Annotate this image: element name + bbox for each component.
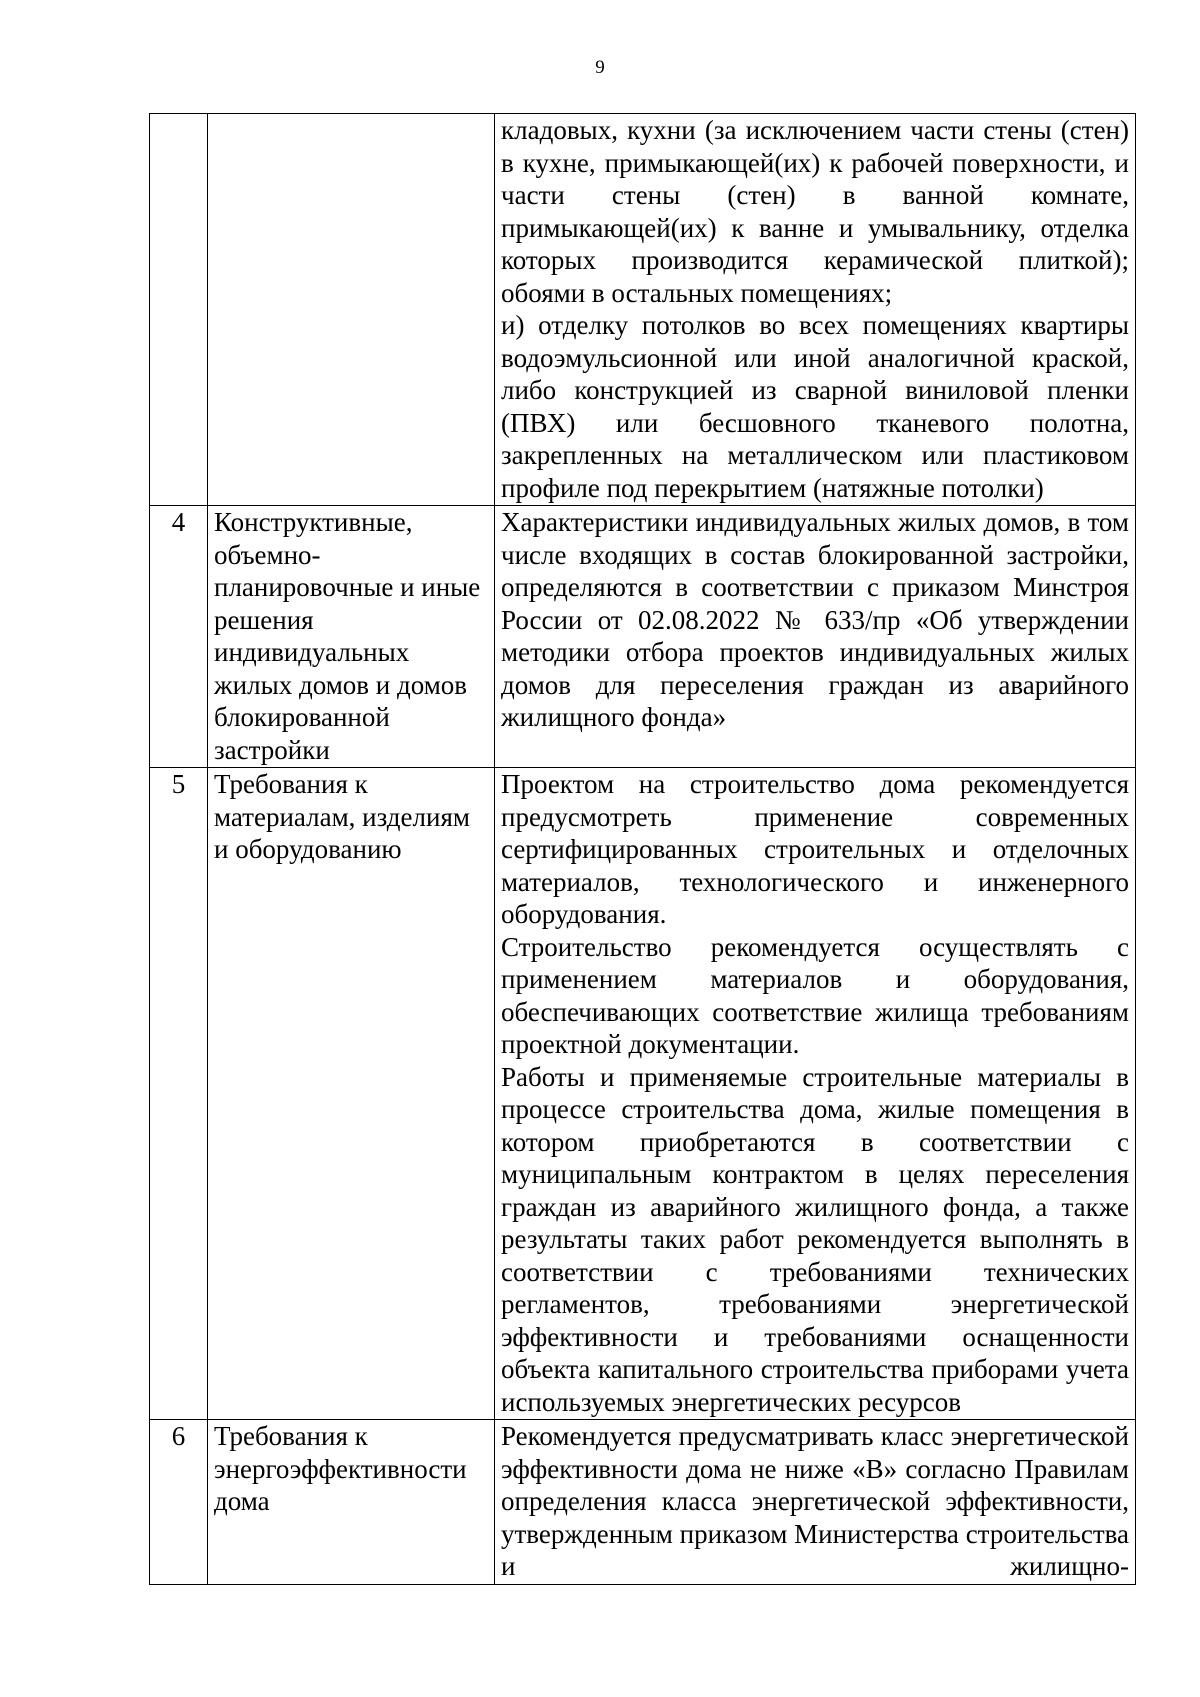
description-paragraph: кладовых, кухни (за исключением части стены (стен) в кухне, примыкающей(их) к рабочей поверхности, и части стены (стен) в ванной комнате, примыкающей(их) к ванне и умывальнику, отделка которых производится керамической плиткой); обоями в остальных помещениях; — [501, 115, 1129, 308]
table-row — [150, 768, 1136, 1420]
page-number: 9 — [595, 57, 605, 78]
table-row — [150, 1420, 1136, 1585]
row-number: 6 — [150, 1420, 208, 1585]
requirement-name: Требования к энергоэффективности дома — [208, 1420, 495, 1585]
table-row — [150, 506, 1136, 768]
requirement-name — [208, 114, 495, 506]
description-paragraph: Строительство рекомендуется осуществлять с применением материалов и оборудования, обеспечивающих соответствие жилища требованиям проектной документации. — [501, 931, 1129, 1059]
requirement-name: Требования к материалам, изделиям и оборудованию — [208, 768, 495, 1420]
description-paragraph: Работы и применяемые строительные материалы в процессе строительства дома, жилые помещения в котором приобретаются в соответствии с муниципальным контрактом в целях переселения граждан из аварийного жилищного фонда, а также результаты таких работ рекомендуется выполнять в соответствии с требованиями технических регламентов, требованиями энергетической эффективности и требованиями оснащенности объекта капитального строительства приборами учета используемых энергетических ресурсов — [501, 1061, 1129, 1417]
description-paragraph: Проектом на строительство дома рекомендуется предусмотреть применение современных сертифицированных строительных и отделочных материалов, технологического и инженерного оборудования. — [501, 769, 1129, 929]
row-number: 4 — [150, 506, 208, 768]
description-paragraph: Рекомендуется предусматривать класс энергетической эффективности дома не ниже «В» согласно Правилам определения класса энергетической эффективности, утвержденным приказом Министерства строительства и жилищно- — [501, 1421, 1129, 1581]
row-number: 5 — [150, 768, 208, 1420]
requirements-table — [149, 113, 1136, 1585]
requirement-description — [495, 1420, 1136, 1585]
row-number — [150, 114, 208, 506]
description-paragraph: и) отделку потолков во всех помещениях квартиры водоэмульсионной или иной аналогичной краской, либо конструкцией из сварной виниловой пленки (ПВХ) или бесшовного тканевого полотна, закрепленных на металлическом или пластиковом профиле под перекрытием (натяжные потолки) — [501, 310, 1129, 503]
requirement-description — [495, 506, 1136, 768]
requirement-description — [495, 114, 1136, 506]
description-paragraph: Характеристики индивидуальных жилых домов, в том числе входящих в состав блокированной застройки, определяются в соответствии с приказом Минстроя России от 02.08.2022 № 633/пр «Об утверждении методики отбора проектов индивидуальных жилых домов для переселения граждан из аварийного жилищного фонда» — [501, 507, 1129, 732]
requirement-name: Конструктивные, объемно-планировочные и иные решения индивидуальных жилых домов и домов блокированной застройки — [208, 506, 495, 768]
table-row — [150, 114, 1136, 506]
requirement-description — [495, 768, 1136, 1420]
